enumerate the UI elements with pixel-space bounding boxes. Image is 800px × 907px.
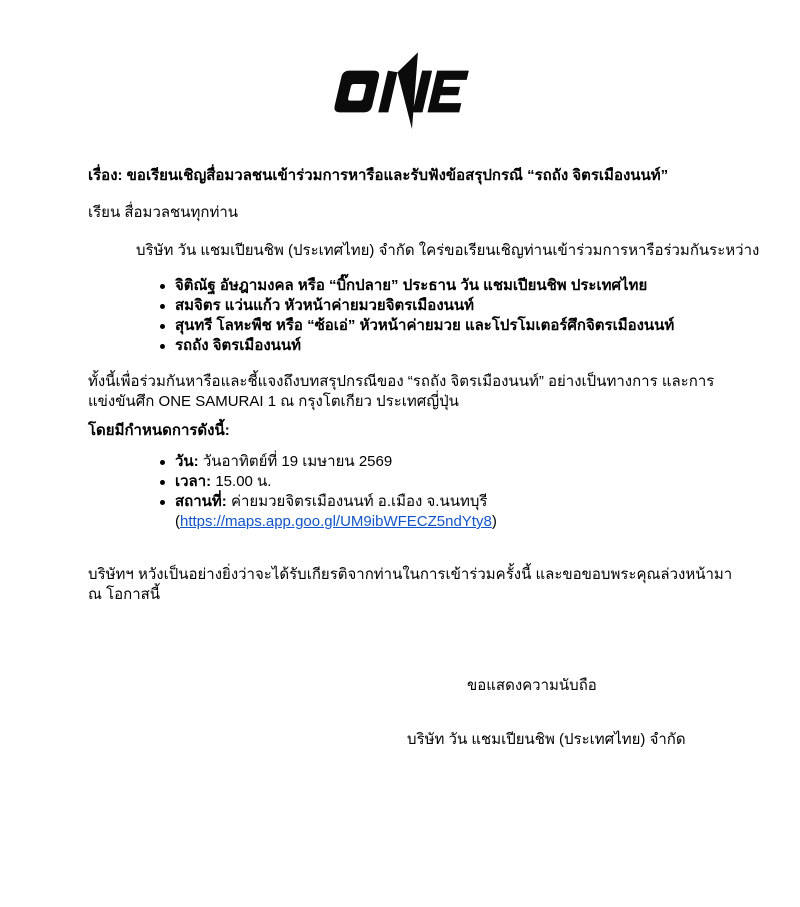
attendee-name: รถถัง จิตรเมืองนนท์ — [175, 337, 302, 354]
schedule-item-time — [159, 472, 739, 492]
intro-paragraph: บริษัท วัน แชมเปียนชิพ (ประเทศไทย) จำกัด ใคร่ขอเรียนเชิญท่านเข้าร่วมการหารือร่วมกันระหว่าง — [136, 242, 760, 259]
purpose-paragraph: ทั้งนี้เพื่อร่วมกันหารือและชี้แจงถึงบทสรุปกรณีของ “รถถัง จิตรเมืองนนท์” อย่างเป็นทางการ และการแข่งขันศึก ONE SAMURAI 1 ณ กรุงโตเกียว ประเทศญี่ปุ่น — [88, 373, 715, 410]
paren-open: ( — [175, 513, 180, 530]
attendee-item — [159, 296, 739, 316]
schedule-item-location — [159, 492, 739, 532]
schedule-label: เวลา: — [175, 473, 212, 490]
attendee-list — [159, 276, 739, 356]
salutation: เรียน สื่อมวลชนทุกท่าน — [88, 204, 239, 221]
schedule-value: ค่ายมวยจิตรเมืองนนท์ อ.เมือง จ.นนทบุรี — [230, 493, 488, 510]
schedule-list — [159, 452, 739, 532]
one-championship-logo — [330, 48, 476, 135]
attendee-item — [159, 276, 739, 296]
sign-off: ขอแสดงความนับถือ — [467, 677, 597, 694]
attendee-item — [159, 316, 739, 336]
schedule-label: สถานที่: — [175, 493, 227, 510]
company-signature: บริษัท วัน แชมเปียนชิพ (ประเทศไทย) จำกัด — [407, 731, 686, 748]
one-logo-icon — [330, 48, 476, 135]
map-link-line — [175, 512, 739, 532]
paren-close: ) — [491, 513, 497, 530]
closing-paragraph: บริษัทฯ หวังเป็นอย่างยิ่งว่าจะได้รับเกียรติจากท่านในการเข้าร่วมครั้งนี้ และขอขอบพระคุณล่วงหน้ามา ณ โอกาสนี้ — [88, 566, 733, 603]
subject-line: เรื่อง: ขอเรียนเชิญสื่อมวลชนเข้าร่วมการหารือและรับฟังข้อสรุปกรณี “รถถัง จิตรเมืองนนท์” — [88, 167, 669, 184]
schedule-heading: โดยมีกำหนดการดังนี้: — [88, 422, 230, 439]
schedule-value: 15.00 น. — [215, 473, 272, 490]
attendee-name: สุนทรี โลหะพืช หรือ “ซ้อเอ่” หัวหน้าค่ายมวย และโปรโมเตอร์ศึกจิตรเมืองนนท์ — [175, 317, 675, 334]
map-link[interactable]: https://maps.app.goo.gl/UM9ibWFECZ5ndYty8 — [180, 513, 492, 530]
schedule-label: วัน: — [175, 453, 199, 470]
schedule-item-date — [159, 452, 739, 472]
attendee-name: สมจิตร แว่นแก้ว หัวหน้าค่ายมวยจิตรเมืองนนท์ — [175, 297, 475, 314]
attendee-item — [159, 336, 739, 356]
attendee-name: จิติณัฐ อัษฎามงคล หรือ “บิ๊กปลาย” ประธาน วัน แชมเปียนชิพ ประเทศไทย — [175, 277, 648, 294]
schedule-value: วันอาทิตย์ที่ 19 เมษายน 2569 — [202, 453, 393, 470]
